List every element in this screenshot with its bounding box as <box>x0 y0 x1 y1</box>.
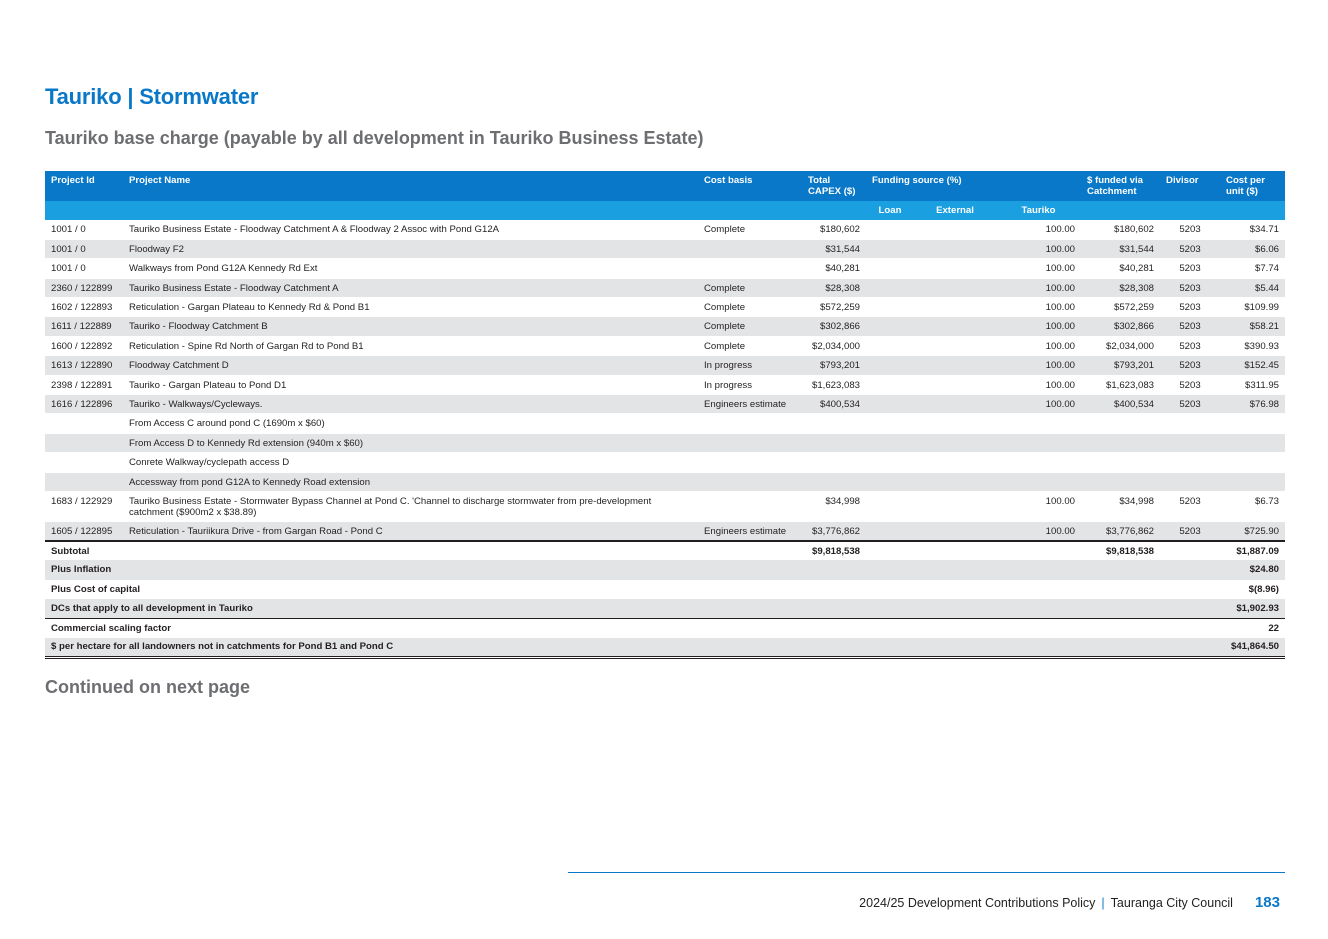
cell-basis <box>698 491 802 521</box>
cell-unit: $34.71 <box>1220 220 1285 239</box>
cell-loan <box>866 491 914 521</box>
cell-id: 1001 / 0 <box>45 259 123 278</box>
cell-tauriko <box>996 433 1081 452</box>
cell-funded: $2,034,000 <box>1081 336 1160 355</box>
cell-capex: $572,259 <box>802 298 866 317</box>
cell-unit: $58.21 <box>1220 317 1285 336</box>
subtotal-row <box>45 541 1285 560</box>
table-row <box>45 278 1285 297</box>
cell-tauriko: 100.00 <box>996 259 1081 278</box>
cell-loan <box>866 433 914 452</box>
cell-capex: $40,281 <box>802 259 866 278</box>
cell-funded: $34,998 <box>1081 491 1160 521</box>
cell-funded <box>1081 453 1160 472</box>
cell-capex <box>802 472 866 491</box>
table-row <box>45 521 1285 540</box>
table-body <box>45 220 1285 541</box>
cell-capex: $3,776,862 <box>802 521 866 540</box>
cell-external <box>914 298 996 317</box>
cell-id: 2398 / 122891 <box>45 375 123 394</box>
cell-tauriko: 100.00 <box>996 521 1081 540</box>
cell-unit: $6.06 <box>1220 239 1285 258</box>
plus-inflation-row <box>45 560 1285 579</box>
cell-id <box>45 414 123 433</box>
cell-basis: In progress <box>698 356 802 375</box>
cell-name: Floodway F2 <box>123 239 698 258</box>
cell-tauriko: 100.00 <box>996 278 1081 297</box>
cell-capex: $400,534 <box>802 395 866 414</box>
cell-name: From Access C around pond C (1690m x $60) <box>123 414 698 433</box>
cell-unit <box>1220 414 1285 433</box>
per-hectare-row <box>45 638 1285 657</box>
cell-capex: $302,866 <box>802 317 866 336</box>
cell-external <box>914 395 996 414</box>
cell-tauriko: 100.00 <box>996 317 1081 336</box>
page-footer <box>859 894 1280 911</box>
cell-id: 1001 / 0 <box>45 239 123 258</box>
dcs-apply-label: DCs that apply to all development in Tauriko <box>45 599 1220 618</box>
cell-divisor: 5203 <box>1160 356 1220 375</box>
cell-capex: $28,308 <box>802 278 866 297</box>
cell-name: Tauriko Business Estate - Floodway Catchment A <box>123 278 698 297</box>
cell-unit <box>1220 433 1285 452</box>
cell-loan <box>866 239 914 258</box>
cell-basis: Complete <box>698 298 802 317</box>
cell-loan <box>866 453 914 472</box>
subtotal-funded: $9,818,538 <box>1081 541 1160 560</box>
table-subheader-row <box>45 201 1285 220</box>
development-contributions-table <box>45 171 1285 659</box>
footer-separator: | <box>1101 896 1105 910</box>
cell-tauriko: 100.00 <box>996 336 1081 355</box>
footer-council: Tauranga City Council <box>1110 896 1233 910</box>
cell-capex: $180,602 <box>802 220 866 239</box>
cell-unit <box>1220 472 1285 491</box>
cell-external <box>914 336 996 355</box>
cell-basis: Complete <box>698 317 802 336</box>
cell-basis <box>698 433 802 452</box>
cell-divisor: 5203 <box>1160 336 1220 355</box>
cell-tauriko: 100.00 <box>996 220 1081 239</box>
table-row <box>45 491 1285 521</box>
cell-id: 1616 / 122896 <box>45 395 123 414</box>
cell-funded: $1,623,083 <box>1081 375 1160 394</box>
cell-id: 1683 / 122929 <box>45 491 123 521</box>
cell-tauriko: 100.00 <box>996 356 1081 375</box>
cell-unit: $725.90 <box>1220 521 1285 540</box>
cell-name: Walkways from Pond G12A Kennedy Rd Ext <box>123 259 698 278</box>
page-number: 183 <box>1254 894 1280 911</box>
dcs-apply-row <box>45 599 1285 618</box>
cell-divisor <box>1160 433 1220 452</box>
cell-id: 1602 / 122893 <box>45 298 123 317</box>
cell-divisor: 5203 <box>1160 317 1220 336</box>
table-row <box>45 414 1285 433</box>
cell-id: 1611 / 122889 <box>45 317 123 336</box>
continued-note: Continued on next page <box>45 677 250 697</box>
cell-loan <box>866 298 914 317</box>
cell-divisor: 5203 <box>1160 220 1220 239</box>
cell-divisor: 5203 <box>1160 491 1220 521</box>
cell-id: 2360 / 122899 <box>45 278 123 297</box>
plus-inflation-label: Plus Inflation <box>45 560 1220 579</box>
cell-basis <box>698 453 802 472</box>
cell-tauriko: 100.00 <box>996 239 1081 258</box>
cell-loan <box>866 336 914 355</box>
cell-loan <box>866 414 914 433</box>
cell-external <box>914 472 996 491</box>
cell-funded: $302,866 <box>1081 317 1160 336</box>
cell-unit: $5.44 <box>1220 278 1285 297</box>
cell-basis: Complete <box>698 220 802 239</box>
cell-capex <box>802 433 866 452</box>
cost-of-capital-label: Plus Cost of capital <box>51 583 141 595</box>
cell-basis: Engineers estimate <box>698 395 802 414</box>
cell-tauriko: 100.00 <box>996 375 1081 394</box>
col-header-divisor: Divisor <box>1160 171 1220 201</box>
cell-external <box>914 278 996 297</box>
cell-name: Tauriko Business Estate - Floodway Catchment A & Floodway 2 Assoc with Pond G12A <box>123 220 698 239</box>
cell-external <box>914 491 996 521</box>
cell-tauriko <box>996 414 1081 433</box>
cost-of-capital-value: $(8.96) <box>1248 583 1280 595</box>
cost-of-capital-row <box>45 580 1285 599</box>
table-row <box>45 317 1285 336</box>
cell-name: Tauriko Business Estate - Stormwater Bypass Channel at Pond C. 'Channel to discharge stormwater from pre-development catchment ($900m2 x $38.89) <box>123 491 698 521</box>
cell-external <box>914 521 996 540</box>
cell-name: From Access D to Kennedy Rd extension (940m x $60) <box>123 433 698 452</box>
cell-funded: $40,281 <box>1081 259 1160 278</box>
cell-id: 1605 / 122895 <box>45 521 123 540</box>
table-row <box>45 472 1285 491</box>
cell-capex: $1,623,083 <box>802 375 866 394</box>
cell-tauriko: 100.00 <box>996 395 1081 414</box>
cell-funded <box>1081 433 1160 452</box>
col-header-cost-per-unit: Cost per unit ($) <box>1220 171 1285 201</box>
cell-unit <box>1220 453 1285 472</box>
cell-unit: $311.95 <box>1220 375 1285 394</box>
cell-capex <box>802 453 866 472</box>
cell-divisor <box>1160 453 1220 472</box>
table-header-row <box>45 171 1285 201</box>
cell-loan <box>866 220 914 239</box>
cell-basis: Engineers estimate <box>698 521 802 540</box>
cell-name: Floodway Catchment D <box>123 356 698 375</box>
cell-external <box>914 259 996 278</box>
cell-loan <box>866 521 914 540</box>
commercial-scaling-row <box>45 618 1285 637</box>
cell-loan <box>866 395 914 414</box>
cell-external <box>914 414 996 433</box>
per-hectare-value: $41,864.50 <box>1220 638 1285 657</box>
cell-unit: $7.74 <box>1220 259 1285 278</box>
page-title: Tauriko | Stormwater <box>45 84 259 109</box>
cell-divisor: 5203 <box>1160 395 1220 414</box>
cell-external <box>914 220 996 239</box>
cell-basis: In progress <box>698 375 802 394</box>
col-subheader-tauriko: Tauriko <box>996 201 1081 220</box>
cell-capex: $31,544 <box>802 239 866 258</box>
dcs-apply-value: $1,902.93 <box>1220 599 1285 618</box>
cell-divisor: 5203 <box>1160 278 1220 297</box>
cell-loan <box>866 356 914 375</box>
col-header-project-name: Project Name <box>123 171 698 201</box>
cell-capex: $34,998 <box>802 491 866 521</box>
cell-basis <box>698 472 802 491</box>
subtotal-capex: $9,818,538 <box>802 541 866 560</box>
cell-id: 1001 / 0 <box>45 220 123 239</box>
cell-id <box>45 433 123 452</box>
subtotal-label: Subtotal <box>45 541 802 560</box>
col-subheader-loan: Loan <box>866 201 914 220</box>
table-row <box>45 375 1285 394</box>
cell-capex: $793,201 <box>802 356 866 375</box>
cell-tauriko: 100.00 <box>996 298 1081 317</box>
table-row <box>45 356 1285 375</box>
cell-basis <box>698 414 802 433</box>
cell-loan <box>866 278 914 297</box>
cell-name: Reticulation - Gargan Plateau to Kennedy Rd & Pond B1 <box>123 298 698 317</box>
cell-unit: $76.98 <box>1220 395 1285 414</box>
cell-basis: Complete <box>698 336 802 355</box>
cell-name: Conrete Walkway/cyclepath access D <box>123 453 698 472</box>
cell-id <box>45 472 123 491</box>
cell-funded: $180,602 <box>1081 220 1160 239</box>
cell-name: Tauriko - Walkways/Cycleways. <box>123 395 698 414</box>
table-row <box>45 298 1285 317</box>
table-row <box>45 453 1285 472</box>
table-row <box>45 336 1285 355</box>
table-row <box>45 239 1285 258</box>
table-row <box>45 395 1285 414</box>
cell-external <box>914 317 996 336</box>
cell-divisor: 5203 <box>1160 298 1220 317</box>
cell-name: Tauriko - Floodway Catchment B <box>123 317 698 336</box>
cell-funded <box>1081 414 1160 433</box>
cell-divisor: 5203 <box>1160 259 1220 278</box>
cell-loan <box>866 317 914 336</box>
cell-divisor: 5203 <box>1160 375 1220 394</box>
cell-tauriko <box>996 472 1081 491</box>
plus-inflation-value: $24.80 <box>1220 560 1285 579</box>
cell-unit: $390.93 <box>1220 336 1285 355</box>
col-header-project-id: Project Id <box>45 171 123 201</box>
commercial-scaling-label: Commercial scaling factor <box>45 618 1220 637</box>
cell-external <box>914 453 996 472</box>
cell-unit: $109.99 <box>1220 298 1285 317</box>
cell-basis: Complete <box>698 278 802 297</box>
cell-id: 1600 / 122892 <box>45 336 123 355</box>
cell-external <box>914 356 996 375</box>
cell-unit: $152.45 <box>1220 356 1285 375</box>
cell-name: Reticulation - Tauriikura Drive - from Gargan Road - Pond C <box>123 521 698 540</box>
cell-capex: $2,034,000 <box>802 336 866 355</box>
commercial-scaling-value: 22 <box>1220 618 1285 637</box>
cell-divisor <box>1160 472 1220 491</box>
col-header-funding-source: Funding source (%) <box>866 171 1081 201</box>
table-row <box>45 220 1285 239</box>
cell-divisor <box>1160 414 1220 433</box>
cell-unit: $6.73 <box>1220 491 1285 521</box>
cell-funded: $400,534 <box>1081 395 1160 414</box>
table-row <box>45 259 1285 278</box>
cell-basis <box>698 239 802 258</box>
cell-funded: $3,776,862 <box>1081 521 1160 540</box>
cell-name: Reticulation - Spine Rd North of Gargan Rd to Pond B1 <box>123 336 698 355</box>
cell-external <box>914 239 996 258</box>
cell-basis <box>698 259 802 278</box>
table-row <box>45 433 1285 452</box>
cell-funded: $31,544 <box>1081 239 1160 258</box>
col-header-funded-via-catchment: $ funded via Catchment <box>1081 171 1160 201</box>
cell-external <box>914 375 996 394</box>
subtotal-unit: $1,887.09 <box>1220 541 1285 560</box>
cell-funded <box>1081 472 1160 491</box>
page-subtitle: Tauriko base charge (payable by all development in Tauriko Business Estate) <box>45 128 704 148</box>
col-header-cost-basis: Cost basis <box>698 171 802 201</box>
cell-name: Tauriko - Gargan Plateau to Pond D1 <box>123 375 698 394</box>
cell-tauriko <box>996 453 1081 472</box>
cell-funded: $572,259 <box>1081 298 1160 317</box>
cell-divisor: 5203 <box>1160 239 1220 258</box>
cell-funded: $28,308 <box>1081 278 1160 297</box>
cell-loan <box>866 375 914 394</box>
cell-name: Accessway from pond G12A to Kennedy Road extension <box>123 472 698 491</box>
cell-capex <box>802 414 866 433</box>
col-subheader-external: External <box>914 201 996 220</box>
col-header-total-capex: Total CAPEX ($) <box>802 171 866 201</box>
cell-id <box>45 453 123 472</box>
cell-funded: $793,201 <box>1081 356 1160 375</box>
cell-divisor: 5203 <box>1160 521 1220 540</box>
footer-divider <box>568 872 1285 873</box>
cell-id: 1613 / 122890 <box>45 356 123 375</box>
footer-policy: 2024/25 Development Contributions Policy <box>859 896 1096 910</box>
cell-loan <box>866 472 914 491</box>
cell-tauriko: 100.00 <box>996 491 1081 521</box>
cell-loan <box>866 259 914 278</box>
cell-external <box>914 433 996 452</box>
per-hectare-label: $ per hectare for all landowners not in catchments for Pond B1 and Pond C <box>45 638 1220 657</box>
